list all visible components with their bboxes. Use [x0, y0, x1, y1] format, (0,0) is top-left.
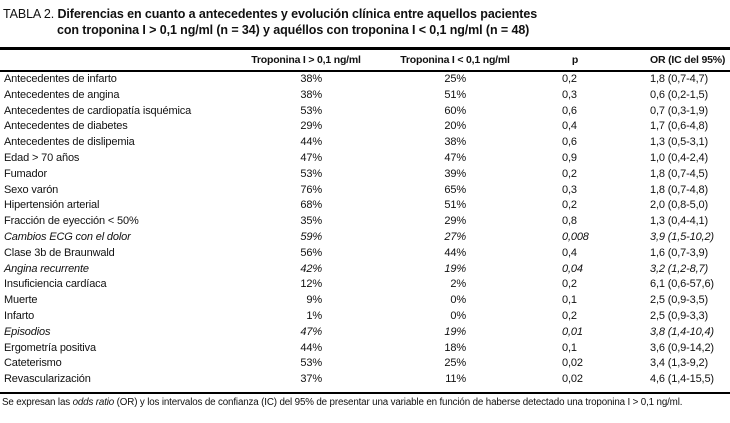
- cell-troponin-high: 12%: [300, 278, 322, 291]
- table-row: [0, 183, 730, 199]
- cell-troponin-low: 29%: [444, 215, 466, 228]
- row-label: Cambios ECG con el dolor: [4, 230, 131, 243]
- cell-or-ci: 6,1 (0,6-57,6): [650, 278, 714, 291]
- cell-troponin-high: 42%: [300, 262, 322, 275]
- cell-troponin-low: 0%: [450, 309, 466, 322]
- cell-or-ci: 3,2 (1,2-8,7): [650, 262, 708, 275]
- cell-troponin-high: 38%: [300, 88, 322, 101]
- row-label: Antecedentes de dislipemia: [4, 136, 135, 149]
- table-row: [0, 309, 730, 325]
- cell-p-value: 0,8: [562, 215, 577, 228]
- table-row: [0, 293, 730, 309]
- cell-p-value: 0,01: [562, 325, 583, 338]
- cell-p-value: 0,2: [562, 278, 577, 291]
- cell-troponin-low: 0%: [450, 294, 466, 307]
- cell-troponin-high: 35%: [300, 215, 322, 228]
- cell-troponin-low: 18%: [444, 341, 466, 354]
- cell-troponin-high: 53%: [300, 357, 322, 370]
- table-title-line2: con troponina I > 0,1 ng/ml (n = 34) y aquéllos con troponina I < 0,1 ng/ml (n = 48): [57, 23, 530, 37]
- cell-or-ci: 1,7 (0,6-4,8): [650, 120, 708, 133]
- cell-or-ci: 1,3 (0,4-4,1): [650, 215, 708, 228]
- cell-troponin-high: 53%: [300, 167, 322, 180]
- cell-or-ci: 2,0 (0,8-5,0): [650, 199, 708, 212]
- cell-troponin-high: 76%: [300, 183, 322, 196]
- cell-p-value: 0,008: [562, 230, 589, 243]
- cell-troponin-high: 29%: [300, 120, 322, 133]
- table-row: [0, 198, 730, 214]
- cell-or-ci: 4,6 (1,4-15,5): [650, 373, 714, 386]
- row-label: Hipertensión arterial: [4, 199, 100, 212]
- cell-or-ci: 1,6 (0,7-3,9): [650, 246, 708, 259]
- cell-or-ci: 1,3 (0,5-3,1): [650, 136, 708, 149]
- cell-troponin-high: 53%: [300, 104, 322, 117]
- cell-p-value: 0,3: [562, 183, 577, 196]
- cell-or-ci: 1,8 (0,7-4,7): [650, 73, 708, 85]
- header-troponin-low: Troponina I < 0,1 ng/ml: [400, 53, 510, 66]
- cell-troponin-high: 44%: [300, 136, 322, 149]
- header-p-value: p: [571, 53, 579, 66]
- header-troponin-high: Troponina I > 0,1 ng/ml: [251, 53, 361, 66]
- cell-troponin-low: 44%: [444, 246, 466, 259]
- cell-troponin-low: 60%: [444, 104, 466, 117]
- row-label: Edad > 70 años: [4, 151, 80, 164]
- cell-troponin-high: 44%: [300, 341, 322, 354]
- table-title-line1: Diferencias en cuanto a antecedentes y evolución clínica entre aquellos pacientes: [57, 7, 538, 21]
- cell-p-value: 0,3: [562, 88, 577, 101]
- table-row: [0, 104, 730, 120]
- cell-p-value: 0,2: [562, 167, 577, 180]
- table-header-row: [0, 50, 730, 70]
- row-label: Revascularización: [4, 373, 91, 386]
- cell-p-value: 0,1: [562, 341, 577, 354]
- cell-troponin-low: 19%: [444, 262, 466, 275]
- row-label: Angina recurrente: [4, 262, 89, 275]
- cell-troponin-high: 1%: [306, 309, 322, 322]
- row-label: Cateterismo: [4, 357, 62, 370]
- cell-p-value: 0,6: [562, 136, 577, 149]
- table-row: [0, 167, 730, 183]
- cell-p-value: 0,6: [562, 104, 577, 117]
- cell-troponin-low: 27%: [444, 230, 466, 243]
- row-label: Antecedentes de diabetes: [4, 120, 128, 133]
- cell-or-ci: 3,9 (1,5-10,2): [650, 230, 714, 243]
- cell-troponin-high: 47%: [300, 151, 322, 164]
- cell-p-value: 0,9: [562, 151, 577, 164]
- row-label: Ergometría positiva: [4, 341, 96, 354]
- cell-or-ci: 1,0 (0,4-2,4): [650, 151, 708, 164]
- cell-p-value: 0,2: [562, 199, 577, 212]
- cell-troponin-high: 38%: [300, 73, 322, 85]
- cell-p-value: 0,4: [562, 120, 577, 133]
- table-row: [0, 214, 730, 230]
- cell-or-ci: 2,5 (0,9-3,5): [650, 294, 708, 307]
- footnote-text-post: (OR) y los intervalos de confianza (IC) del 95% de presentar una variable en función de haberse detectado una troponina I > 0,1 ng/ml.: [114, 396, 683, 408]
- cell-troponin-low: 39%: [444, 167, 466, 180]
- table-row: [0, 119, 730, 135]
- cell-or-ci: 3,6 (0,9-14,2): [650, 341, 714, 354]
- cell-p-value: 0,02: [562, 357, 583, 370]
- table-row: [0, 88, 730, 104]
- cell-or-ci: 0,7 (0,3-1,9): [650, 104, 708, 117]
- cell-troponin-low: 25%: [444, 73, 466, 85]
- cell-troponin-low: 25%: [444, 357, 466, 370]
- footnote-text-pre: Se expresan las: [2, 396, 73, 408]
- row-label: Sexo varón: [4, 183, 59, 196]
- row-label: Antecedentes de infarto: [4, 73, 117, 85]
- table-row: [0, 325, 730, 341]
- cell-or-ci: 1,8 (0,7-4,5): [650, 167, 708, 180]
- cell-troponin-low: 47%: [444, 151, 466, 164]
- row-label: Antecedentes de cardiopatía isquémica: [4, 104, 192, 117]
- cell-p-value: 0,02: [562, 373, 583, 386]
- table-title: [0, 0, 730, 38]
- table-row: [0, 135, 730, 151]
- row-label: Clase 3b de Braunwald: [4, 246, 115, 259]
- bottom-rule: [0, 392, 730, 394]
- cell-p-value: 0,2: [562, 73, 577, 85]
- table-row: [0, 341, 730, 357]
- row-label: Insuficiencia cardíaca: [4, 278, 107, 291]
- cell-or-ci: 0,6 (0,2-1,5): [650, 88, 708, 101]
- cell-troponin-low: 2%: [450, 278, 466, 291]
- cell-or-ci: 3,8 (1,4-10,4): [650, 325, 714, 338]
- header-or-ci: OR (IC del 95%): [650, 53, 726, 66]
- table-footnote: [0, 397, 730, 408]
- cell-troponin-low: 38%: [444, 136, 466, 149]
- table-row: [0, 230, 730, 246]
- cell-troponin-low: 11%: [445, 373, 466, 386]
- table-number-label: TABLA 2.: [3, 7, 55, 21]
- table-row: [0, 151, 730, 167]
- cell-or-ci: 2,5 (0,9-3,3): [650, 309, 708, 322]
- table-row: [0, 277, 730, 293]
- footnote-odds-ratio-italic: odds ratio: [72, 396, 115, 408]
- cell-or-ci: 3,4 (1,3-9,2): [650, 357, 708, 370]
- row-label: Fracción de eyección < 50%: [4, 215, 139, 228]
- cell-troponin-high: 47%: [300, 325, 322, 338]
- cell-troponin-low: 51%: [444, 199, 466, 212]
- cell-troponin-low: 20%: [444, 120, 466, 133]
- cell-or-ci: 1,8 (0,7-4,8): [650, 183, 708, 196]
- table-row: [0, 246, 730, 262]
- row-label: Antecedentes de angina: [4, 88, 120, 101]
- cell-p-value: 0,1: [562, 294, 577, 307]
- row-label: Episodios: [4, 325, 51, 338]
- cell-p-value: 0,4: [562, 246, 577, 259]
- cell-troponin-high: 37%: [300, 373, 322, 386]
- cell-troponin-high: 56%: [300, 246, 322, 259]
- table-row: [0, 356, 730, 372]
- table-row: [0, 372, 730, 388]
- cell-p-value: 0,04: [562, 262, 583, 275]
- row-label: Muerte: [4, 294, 38, 307]
- cell-troponin-low: 65%: [444, 183, 466, 196]
- cell-troponin-high: 9%: [306, 294, 322, 307]
- cell-troponin-low: 19%: [444, 325, 466, 338]
- cell-p-value: 0,2: [562, 309, 577, 322]
- table-row: [0, 72, 730, 88]
- row-label: Fumador: [4, 167, 47, 180]
- cell-troponin-low: 51%: [444, 88, 466, 101]
- table-row: [0, 262, 730, 278]
- table-body: [0, 72, 730, 388]
- cell-troponin-high: 68%: [300, 199, 322, 212]
- row-label: Infarto: [4, 309, 35, 322]
- cell-troponin-high: 59%: [300, 230, 322, 243]
